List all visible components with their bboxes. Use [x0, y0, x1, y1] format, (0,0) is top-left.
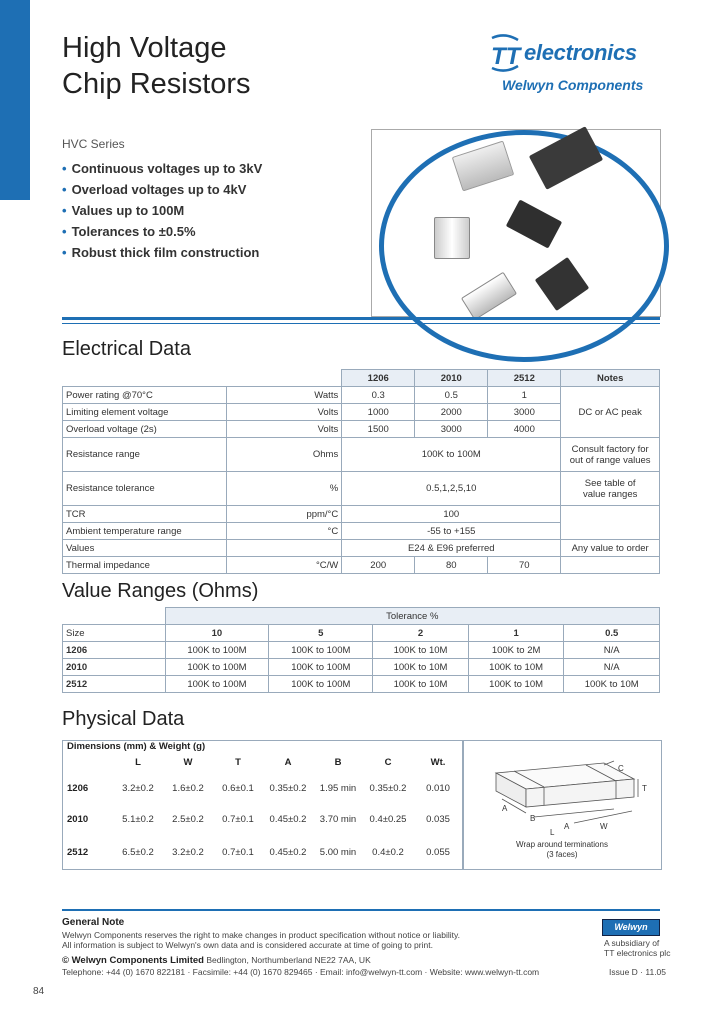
table-row: [63, 642, 660, 659]
column-header: 2: [373, 625, 469, 642]
row-label: Values: [63, 540, 227, 557]
cell-value: 100K to 10M: [468, 659, 564, 676]
cell-value: 0.7±0.1: [222, 814, 254, 825]
subsidiary-text: A subsidiary of: [604, 938, 660, 948]
cell-value: 5.00 min: [319, 847, 357, 858]
column-header: 0.5: [564, 625, 660, 642]
feature-item: • Tolerances to ±0.5%: [62, 224, 196, 239]
product-photo: [379, 130, 669, 362]
column-header: B: [334, 757, 342, 768]
page-number: 84: [33, 986, 45, 997]
cell-value: 3000: [415, 421, 488, 438]
row-unit: Ohms: [227, 438, 342, 472]
row-label: 2010: [67, 814, 89, 825]
cell-value: 3.2±0.2: [172, 847, 204, 858]
column-header: L: [135, 757, 141, 768]
company-address: Bedlington, Northumberland NE22 7AA, UK: [203, 955, 371, 965]
cell-value: 100K to 10M: [564, 676, 660, 693]
column-header: 10: [165, 625, 269, 642]
cell-value: 1: [488, 387, 561, 404]
table-header-row: [63, 370, 660, 387]
cell-value: 100K to 10M: [468, 676, 564, 693]
cell-value: 100K to 100M: [269, 659, 373, 676]
cell-value: 0.035: [426, 814, 450, 825]
row-label: Ambient temperature range: [63, 523, 227, 540]
page-title: High Voltage Chip Resistors: [62, 32, 251, 100]
cell-value: 0.45±0.2: [269, 814, 307, 825]
column-header: 5: [269, 625, 373, 642]
chip-resistor-image: [452, 141, 514, 192]
value-ranges-heading: Value Ranges (Ohms): [62, 580, 259, 602]
column-header: C: [384, 757, 392, 768]
section-rule: [62, 317, 660, 320]
bullet-icon: •: [62, 182, 67, 197]
feature-list: [62, 158, 262, 263]
feature-item: • Continuous voltages up to 3kV: [62, 161, 263, 176]
tt-logo-icon: [488, 34, 522, 72]
chip-resistor-image: [535, 257, 590, 311]
table-row: [63, 676, 660, 693]
cell-value: 0.7±0.1: [222, 847, 254, 858]
feature-item: • Values up to 100M: [62, 203, 185, 218]
row-label: 2010: [63, 659, 166, 676]
chip-resistor-image: [506, 199, 562, 248]
subsidiary-text: TT electronics plc: [604, 948, 671, 958]
column-header: 1: [468, 625, 564, 642]
cell-value: 100K to 100M: [269, 642, 373, 659]
cell-value: 5.1±0.2: [122, 814, 154, 825]
note-cell: Any value to order: [561, 540, 660, 557]
row-unit: Volts: [227, 421, 342, 438]
row-label: Limiting element voltage: [63, 404, 227, 421]
row-label: TCR: [63, 506, 227, 523]
note-cell: Consult factory for out of range values: [561, 438, 660, 472]
cell-value: 4000: [488, 421, 561, 438]
company-line: [62, 955, 371, 966]
table-row: [63, 438, 660, 472]
brand-subtitle: Welwyn Components: [502, 77, 644, 93]
issue-label: Issue D · 11.05: [609, 967, 667, 977]
note-cell: [561, 557, 660, 574]
svg-text:TT: TT: [491, 43, 521, 70]
svg-text:(3 faces): (3 faces): [546, 850, 578, 859]
column-header: T: [235, 757, 241, 768]
cell-value: 100K to 10M: [373, 659, 469, 676]
column-header: 1206: [342, 370, 415, 387]
company-name: © Welwyn Components Limited: [62, 955, 204, 966]
cell-value: 100K to 100M: [165, 659, 269, 676]
row-label: 2512: [63, 676, 166, 693]
table-row: [63, 506, 660, 523]
svg-text:T: T: [642, 784, 647, 793]
dimensions-header: Dimensions (mm) & Weight (g): [67, 741, 206, 752]
contact-line: Telephone: +44 (0) 1670 822181 · Facsimile: +44 (0) 1670 829465 · Email: info@welwyn-tt.com · Website: www.welwyn-tt.com: [62, 967, 540, 977]
cell-value: 0.010: [426, 783, 450, 794]
cell-value: -55 to +155: [342, 523, 561, 540]
section-rule: [62, 323, 660, 324]
row-label: Thermal impedance: [63, 557, 227, 574]
row-unit: %: [227, 472, 342, 506]
cell-value: 0.4±0.25: [369, 814, 407, 825]
cell-value: 2000: [415, 404, 488, 421]
row-label: Overload voltage (2s): [63, 421, 227, 438]
table-header-row: [63, 608, 660, 625]
note-cell: See table of value ranges: [561, 472, 660, 506]
note-cell: [561, 506, 660, 540]
cell-value: 100K to 100M: [342, 438, 561, 472]
cell-value: 100K to 2M: [468, 642, 564, 659]
cell-value: 0.6±0.1: [222, 783, 254, 794]
electrical-table: [62, 369, 660, 574]
column-header: 2010: [415, 370, 488, 387]
chip-resistor-image: [461, 272, 517, 321]
chip-resistor-image: [434, 217, 470, 259]
cell-value: 100: [342, 506, 561, 523]
electrical-heading: Electrical Data: [62, 338, 191, 360]
chip-outline-diagram: [464, 741, 661, 869]
table-header-row: [63, 625, 660, 642]
svg-text:A: A: [564, 822, 570, 831]
row-label: Power rating @70°C: [63, 387, 227, 404]
note-cell: DC or AC peak: [561, 387, 660, 438]
cell-value: 0.35±0.2: [369, 783, 407, 794]
cell-value: 80: [415, 557, 488, 574]
table-row: [63, 659, 660, 676]
cell-value: 0.45±0.2: [269, 847, 307, 858]
footer-rule: [62, 909, 660, 911]
table-row: [63, 540, 660, 557]
cell-value: 3000: [488, 404, 561, 421]
bullet-icon: •: [62, 203, 67, 218]
cell-value: 6.5±0.2: [122, 847, 154, 858]
general-note-line: Welwyn Components reserves the right to make changes in product specification without notice or liability.: [62, 930, 460, 940]
row-unit: Watts: [227, 387, 342, 404]
brand-name: electronics: [524, 40, 637, 65]
dimension-diagram: [463, 740, 662, 870]
cell-value: 100K to 100M: [269, 676, 373, 693]
table-row: [63, 557, 660, 574]
svg-text:A: A: [502, 804, 508, 813]
cell-value: 70: [488, 557, 561, 574]
series-label: HVC Series: [62, 137, 125, 151]
row-label: Resistance tolerance: [63, 472, 227, 506]
cell-value: N/A: [564, 642, 660, 659]
general-note-title: General Note: [62, 917, 125, 928]
row-unit: Volts: [227, 404, 342, 421]
cell-value: 0.5,1,2,5,10: [342, 472, 561, 506]
bullet-icon: •: [62, 245, 67, 260]
cell-value: 0.3: [342, 387, 415, 404]
bullet-icon: •: [62, 224, 67, 239]
row-unit: °C/W: [227, 557, 342, 574]
cell-value: 0.35±0.2: [269, 783, 307, 794]
side-accent-bar: [0, 0, 30, 200]
svg-text:L: L: [550, 828, 555, 837]
cell-value: 100K to 100M: [165, 676, 269, 693]
cell-value: 1.95 min: [319, 783, 357, 794]
row-label: 2512: [67, 847, 89, 858]
svg-text:Wrap around terminations: Wrap around terminations: [516, 840, 608, 849]
cell-value: 100K to 100M: [165, 642, 269, 659]
cell-value: 0.5: [415, 387, 488, 404]
row-label: 1206: [63, 642, 166, 659]
table-row: [63, 472, 660, 506]
table-row: [63, 387, 660, 404]
column-header: Notes: [561, 370, 660, 387]
column-header: W: [183, 757, 193, 768]
size-header: Size: [63, 625, 166, 642]
row-label: Resistance range: [63, 438, 227, 472]
column-header: 2512: [488, 370, 561, 387]
feature-item: • Overload voltages up to 4kV: [62, 182, 247, 197]
row-unit: ppm/°C: [227, 506, 342, 523]
row-unit: [227, 540, 342, 557]
cell-value: 3.70 min: [319, 814, 357, 825]
physical-heading: Physical Data: [62, 708, 185, 730]
cell-value: 1.6±0.2: [172, 783, 204, 794]
cell-value: 3.2±0.2: [122, 783, 154, 794]
svg-text:W: W: [600, 822, 608, 831]
value-ranges-table: [62, 607, 660, 693]
column-header: A: [284, 757, 292, 768]
cell-value: 100K to 10M: [373, 676, 469, 693]
row-label: 1206: [67, 783, 89, 794]
cell-value: 2.5±0.2: [172, 814, 204, 825]
cell-value: 1500: [342, 421, 415, 438]
general-note-line: All information is subject to Welwyn's own data and is considered accurate at time of going to print.: [62, 940, 433, 950]
bullet-icon: •: [62, 161, 67, 176]
cell-value: 1000: [342, 404, 415, 421]
tolerance-header: Tolerance %: [165, 608, 660, 625]
welwyn-logo: Welwyn: [602, 919, 660, 936]
cell-value: 0.4±0.2: [372, 847, 404, 858]
cell-value: 100K to 10M: [373, 642, 469, 659]
cell-value: 200: [342, 557, 415, 574]
svg-text:B: B: [530, 814, 536, 823]
row-unit: °C: [227, 523, 342, 540]
cell-value: E24 & E96 preferred: [342, 540, 561, 557]
cell-value: 0.055: [426, 847, 450, 858]
cell-value: N/A: [564, 659, 660, 676]
svg-text:C: C: [618, 764, 624, 773]
feature-item: • Robust thick film construction: [62, 245, 260, 260]
column-header: Wt.: [430, 757, 446, 768]
